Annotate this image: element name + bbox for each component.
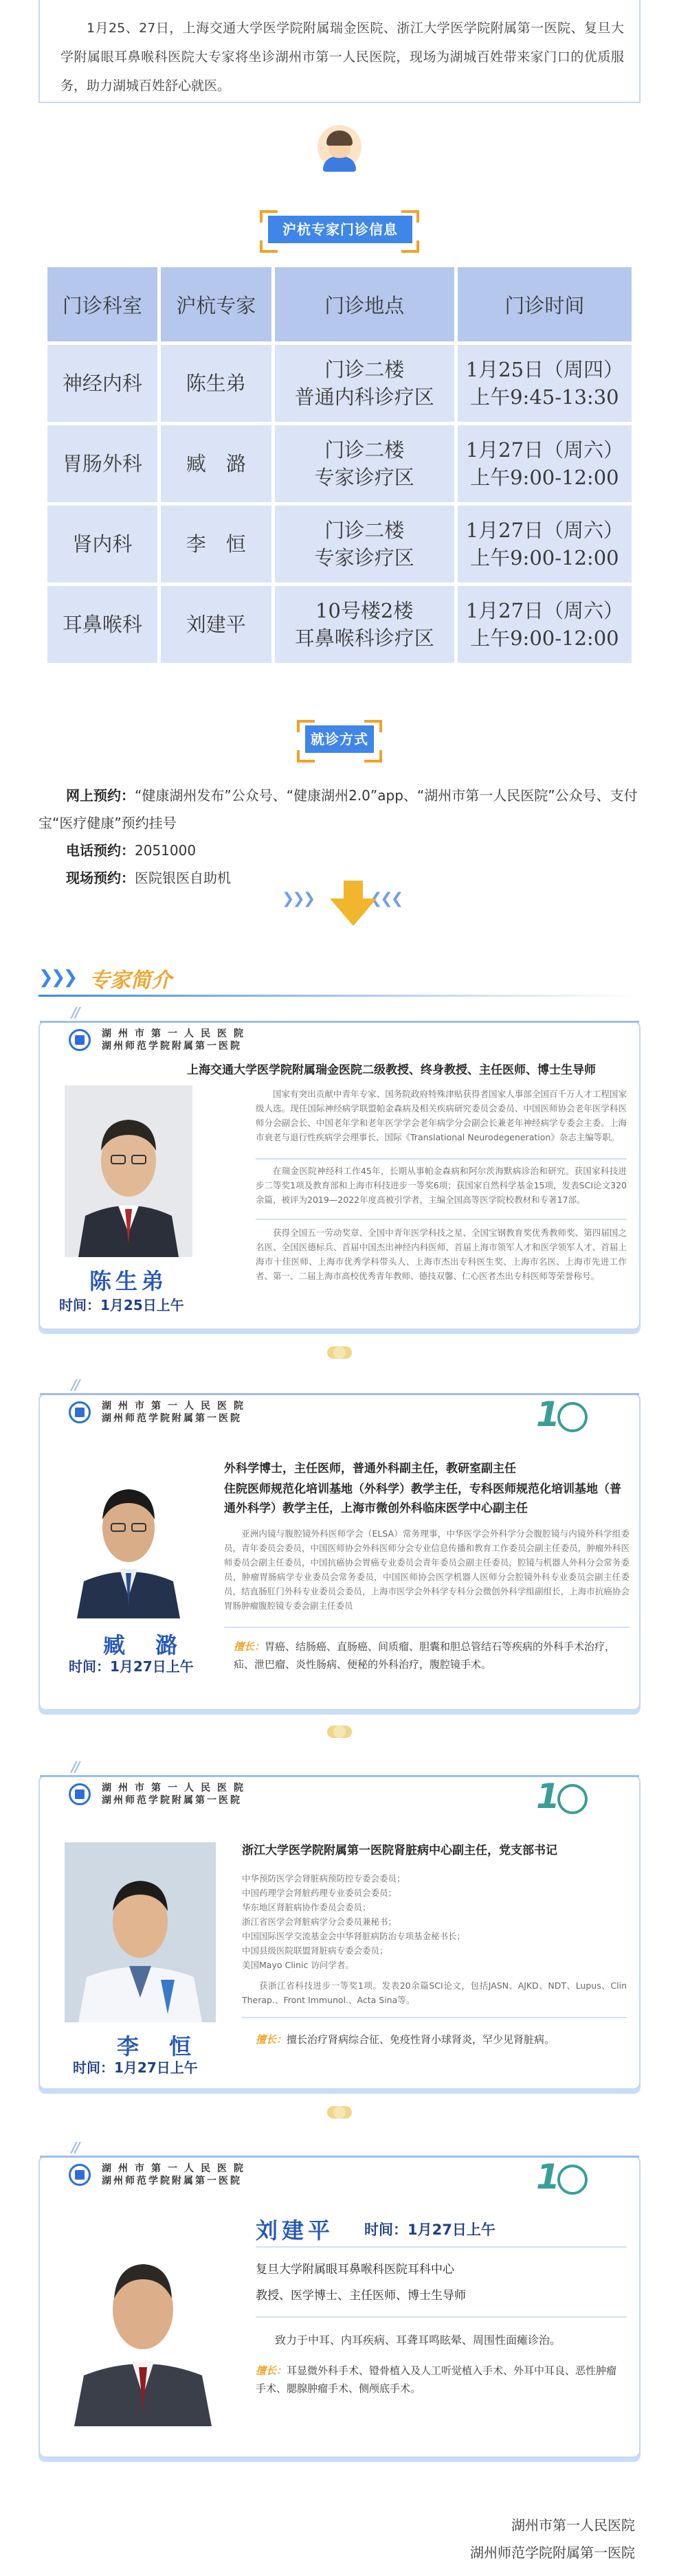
footer-hospital-name: 湖州市第一人民医院 (511, 2517, 635, 2533)
expert-positions (242, 1871, 627, 1972)
table-cell-expert: 臧 潞 (161, 425, 271, 502)
visit-phone-text: 2051000 (135, 842, 197, 859)
dots-decoration (327, 1346, 352, 1359)
expert-specialty (234, 1638, 619, 1673)
position-item: 浙江省医学会肾脏病学分会委员兼秘书； (242, 1917, 397, 1927)
hospital-name-line: 湖州师范学院附属第一医院 (102, 2176, 242, 2187)
location-line: 门诊二楼 (324, 519, 405, 542)
table-header: 门诊科室 (47, 267, 157, 341)
position-item: 中国县级医院联盟肾脏病专委会委员； (242, 1945, 388, 1956)
location-line: 10号楼2楼 (315, 599, 414, 622)
expert-title: 外科学博士，主任医师，普通外科副主任，教研室副主任 (224, 1462, 516, 1476)
table-header: 沪杭专家 (161, 267, 271, 341)
time-line: 上午9:00-12:00 (470, 546, 619, 569)
expert-bio: 获浙江省科技进步一等奖1项。发表20余篇SCI论文，包括JASN、AJKD、NDT、Lupus、Clin Therap.、Front Immunol.、Acta Sina等。 (242, 1980, 627, 2005)
bio-divider (224, 1627, 630, 1628)
expert-bio: 获得全国五一劳动奖章、全国中青年医学科技之星、全国宝钢教育奖优秀教师奖、第四届国之名医、全国医德标兵、首届中国杰出神经内科医师、首届上海市领军人才和医学领军人才、首届上海市十佳医师、上海市优秀学科带头人、上海市杰出专科医生奖、上海市名医、上海市先进工作者、第一、二届上海市高校优秀青年教师、德技双馨、仁心医者杰出专科医师等荣誉称号。 (256, 1228, 627, 1281)
doctor-icon-coat (323, 157, 356, 172)
hospital-name-line: 湖州市第一人民医院 (102, 1028, 250, 1039)
expert-photo (65, 1085, 192, 1257)
expert-time: 时间：1月27日上午 (73, 2059, 198, 2076)
slash-decoration: // (71, 1759, 79, 1775)
centennial-badge: 1 (536, 1394, 625, 1438)
location-line: 专家诊疗区 (314, 546, 414, 569)
table-cell-expert: 李 恒 (161, 506, 271, 583)
bio-divider (256, 1158, 627, 1160)
expert-photo (65, 2216, 221, 2426)
hospital-name-line: 湖州师范学院附属第一医院 (102, 1795, 242, 1806)
down-arrow-icon (344, 881, 363, 900)
section-divider (38, 995, 641, 997)
expert-name: 陈生弟 (89, 1268, 168, 1294)
slash-decoration: // (71, 1377, 79, 1393)
table-cell-time (458, 506, 632, 583)
card-top-line (40, 1021, 639, 1023)
table-row (47, 506, 632, 583)
expert-org: 复旦大学附属眼耳鼻喉科医院耳科中心 (256, 2263, 454, 2276)
specialty-label: 擅长： (234, 1640, 265, 1653)
table-cell-location (275, 345, 454, 422)
position-item: 中国国际医学交流基金会中华肾脏病防治专项基金秘书长； (242, 1931, 466, 1941)
slash-decoration: // (71, 2139, 79, 2156)
table-cell-time (458, 345, 632, 422)
visit-phone-label: 电话预约： (66, 842, 135, 859)
expert-portrait (65, 2216, 221, 2426)
expert-portrait (65, 1459, 192, 1618)
table-row (47, 345, 632, 422)
table-cell-dept: 胃肠外科 (47, 425, 157, 502)
visit-phone (38, 837, 641, 864)
hospital-logo-icon (69, 1783, 91, 1805)
specialty-text: 胃癌、结肠癌、直肠癌、间质瘤、胆囊和胆总管结石等疾病的外科手术治疗，疝、泄巴瘤、炎性肠病、便秘的外科治疗，腹腔镜手术。 (234, 1640, 616, 1671)
intro-text: 1月25、27日，上海交通大学医学院附属瑞金医院、浙江大学医学院附属第一医院、复旦大学附属眼耳鼻喉科医院大专家将坐诊湖州市第一人民医院，现场为湖城百姓带来家门口的优质服务，助力湖城百姓舒心就医。 (60, 21, 624, 93)
expert-bio: 在瑞金医院神经科工作45年，长期从事帕金森病和阿尔茨海默病诊治和研究。获国家科技进步二等奖1项及教育部和上海市科技进步一等奖6项；获国家自然科学基金15项，发表SCI论文320余篇，被评为2019—2022年度高被引学者，主编全国高等医学院校教材和专著17部。 (256, 1166, 627, 1205)
bio-divider (256, 1219, 627, 1220)
expert-title: 上海交通大学医学院附属瑞金医院二级教授、终身教授、主任医师、博士生导师 (187, 1063, 596, 1077)
expert-name: 李 恒 (117, 2033, 196, 2059)
time-line: 上午9:00-12:00 (470, 466, 619, 489)
specialty-text: 耳显微外科手术、镫骨植入及人工听觉植入手术、外耳中耳良、恶性肿瘤手术、腮腺肿瘤手术、侧颅底手术。 (256, 2364, 617, 2395)
table-cell-expert: 刘建平 (161, 586, 271, 663)
table-header: 门诊时间 (458, 267, 632, 341)
hospital-name-line: 湖州市第一人民医院 (102, 1783, 250, 1794)
dots-decoration (327, 2106, 352, 2119)
clinic-info-title: 沪杭专家门诊信息 (268, 216, 412, 243)
hospital-name-line: 湖州市第一人民医院 (102, 1401, 250, 1412)
time-line: 1月27日（周六） (465, 599, 624, 622)
location-line: 专家诊疗区 (314, 466, 414, 489)
location-line: 门诊二楼 (324, 358, 405, 381)
visit-onsite-text: 医院银医自助机 (135, 870, 231, 886)
footer-hospital-name: 湖州师范学院附属第一医院 (470, 2544, 635, 2561)
centennial-badge: 1 (536, 2157, 625, 2201)
expert-portrait (65, 1085, 192, 1257)
hospital-name (102, 1400, 250, 1425)
position-item: 中国药理学会肾脏药理专业委员会委员； (242, 1888, 397, 1898)
down-arrow-icon-head (330, 899, 377, 926)
table-row (47, 586, 632, 663)
hospital-logo-icon (69, 1029, 91, 1051)
expert-title: 住院医师规范化培训基地（外科学）教学主任，专科医师规范化培训基地（普通外科学）教学主任，上海市微创外科临床医学中心副主任 (224, 1482, 621, 1515)
expert-specialty (256, 2362, 627, 2397)
visit-onsite-label: 现场预约： (66, 870, 135, 886)
visit-info (38, 782, 641, 892)
bio-divider (242, 2017, 627, 2018)
hospital-logo-icon (69, 1401, 91, 1423)
table-header: 门诊地点 (275, 267, 454, 341)
visit-onsite (38, 864, 641, 892)
expert-title: 浙江大学医学院附属第一医院肾脏病中心副主任，党支部书记 (242, 1844, 557, 1857)
expert-time: 时间：1月27日上午 (364, 2222, 496, 2238)
hospital-logo-icon (69, 2164, 91, 2186)
hospital-name-line: 湖州师范学院附属第一医院 (102, 1413, 242, 1424)
table-cell-location (275, 425, 454, 502)
specialty-label: 擅长： (256, 2364, 287, 2377)
expert-photo (65, 1842, 216, 2022)
table-cell-dept: 神经内科 (47, 345, 157, 422)
expert-portrait (65, 1842, 216, 2022)
hospital-name (102, 2162, 250, 2187)
table-cell-time (458, 586, 632, 663)
centennial-badge: 1 (536, 1776, 625, 1820)
visit-online-label: 网上预约： (66, 787, 135, 804)
expert-name: 刘建平 (256, 2217, 335, 2244)
hospital-name (102, 1028, 250, 1052)
slash-decoration: // (71, 1004, 79, 1021)
dots-decoration (327, 1726, 352, 1738)
chevron-right-icon: ❯❯❯ (282, 890, 314, 907)
chevron-left-icon: ❮❮❮ (370, 890, 402, 907)
time-line: 上午9:00-12:00 (470, 626, 619, 650)
table-cell-expert: 陈生弟 (161, 345, 271, 422)
hospital-name (102, 1782, 250, 1807)
table-header-row (47, 267, 632, 341)
expert-specialty (256, 2031, 627, 2048)
expert-photo (65, 1459, 192, 1618)
table-cell-dept: 肾内科 (47, 506, 157, 583)
position-item: 中华预防医学会肾脏病预防控专委会委员； (242, 1873, 405, 1884)
location-line: 普通内科诊疗区 (294, 385, 434, 409)
time-line: 1月27日（周六） (465, 438, 624, 462)
expert-bio: 亚洲内镜与腹腔镜外科医师学会（ELSA）常务理事，中华医学会外科学分会腹腔镜与内镜外科学组委员，青年委员会委员，中国医师协会外科医师分会专业信息传播和教育工作委员会副主任委员，肿瘤外科医师委员会副主任委员，中国抗癌协会胃癌专业委员会青年委员会副主任委员，腔镜与机器人外科分会常务委员，肿瘤胃肠病学专业委员会常务委员，中国医师协会医学机器人医师分会腔镜外科专业委员会副主任委员，结直肠肛门外科专业委员会委员，上海市医学会外科学专科分会微创外科学组副组长，上海市抗癌协会胃肠肿瘤腹腔镜专委会副主任委员 (224, 1528, 630, 1611)
table-cell-location (275, 586, 454, 663)
expert-degree: 教授、医学博士、主任医师、博士生导师 (256, 2289, 466, 2303)
table-cell-time (458, 425, 632, 502)
bio-divider (256, 2316, 627, 2318)
time-line: 上午9:45-13:30 (470, 385, 619, 409)
time-line: 1月25日（周四） (465, 358, 624, 381)
position-item: 美国Mayo Clinic 访问学者。 (242, 1960, 354, 1970)
expert-section-title: 专家简介 (89, 969, 172, 993)
position-item: 华东地区肾脏病协作委员会委员； (242, 1902, 371, 1912)
hospital-name-line: 湖州师范学院附属第一医院 (102, 1041, 242, 1052)
expert-focus: 致力于中耳、内耳疾病、耳聋耳鸣眩晕、周围性面瘫诊治。 (275, 2334, 561, 2347)
table-row (47, 425, 632, 502)
visit-online-text: “健康湖州发布”公众号、“健康湖州2.0”app、“湖州市第一人民医院”公众号、支付宝“医疗健康”预约挂号 (38, 787, 638, 831)
table-cell-location (275, 506, 454, 583)
specialty-label: 擅长： (256, 2033, 287, 2046)
specialty-text: 擅长治疗肾病综合征、免疫性肾小球肾炎，罕少见肾脏病。 (287, 2033, 555, 2046)
location-line: 门诊二楼 (324, 438, 405, 462)
expert-time: 时间：1月27日上午 (69, 1658, 194, 1675)
expert-bio: 国家有突出贡献中青年专家、国务院政府特殊津贴获得者国家人事部全国百千万人才工程国家级人选。现任国际神经病学联盟帕金森病及相关疾病研究委员会委员、中国医师协会老年医学科医师分会副会长、中国老年学和老年医学学会老年病学分会副会长兼老年神经病学专委会主委。上海市衰老与退行性疾病学会理事长、国际《Translational Neurodegeneration》杂志主编等职。 (256, 1089, 627, 1142)
time-line: 1月27日（周六） (465, 519, 624, 542)
visit-method-title: 就诊方式 (305, 725, 374, 753)
hospital-name-line: 湖州市第一人民医院 (102, 2163, 250, 2174)
bio-divider (256, 2246, 627, 2248)
visit-online (38, 782, 641, 837)
chevron-right-icon: ❯❯❯ (38, 967, 76, 988)
clinic-table (44, 264, 635, 666)
location-line: 耳鼻喉科诊疗区 (294, 626, 434, 650)
expert-name: 臧 潞 (103, 1632, 182, 1658)
table-cell-dept: 耳鼻喉科 (47, 586, 157, 663)
expert-time: 时间：1月25日上午 (59, 1297, 184, 1313)
